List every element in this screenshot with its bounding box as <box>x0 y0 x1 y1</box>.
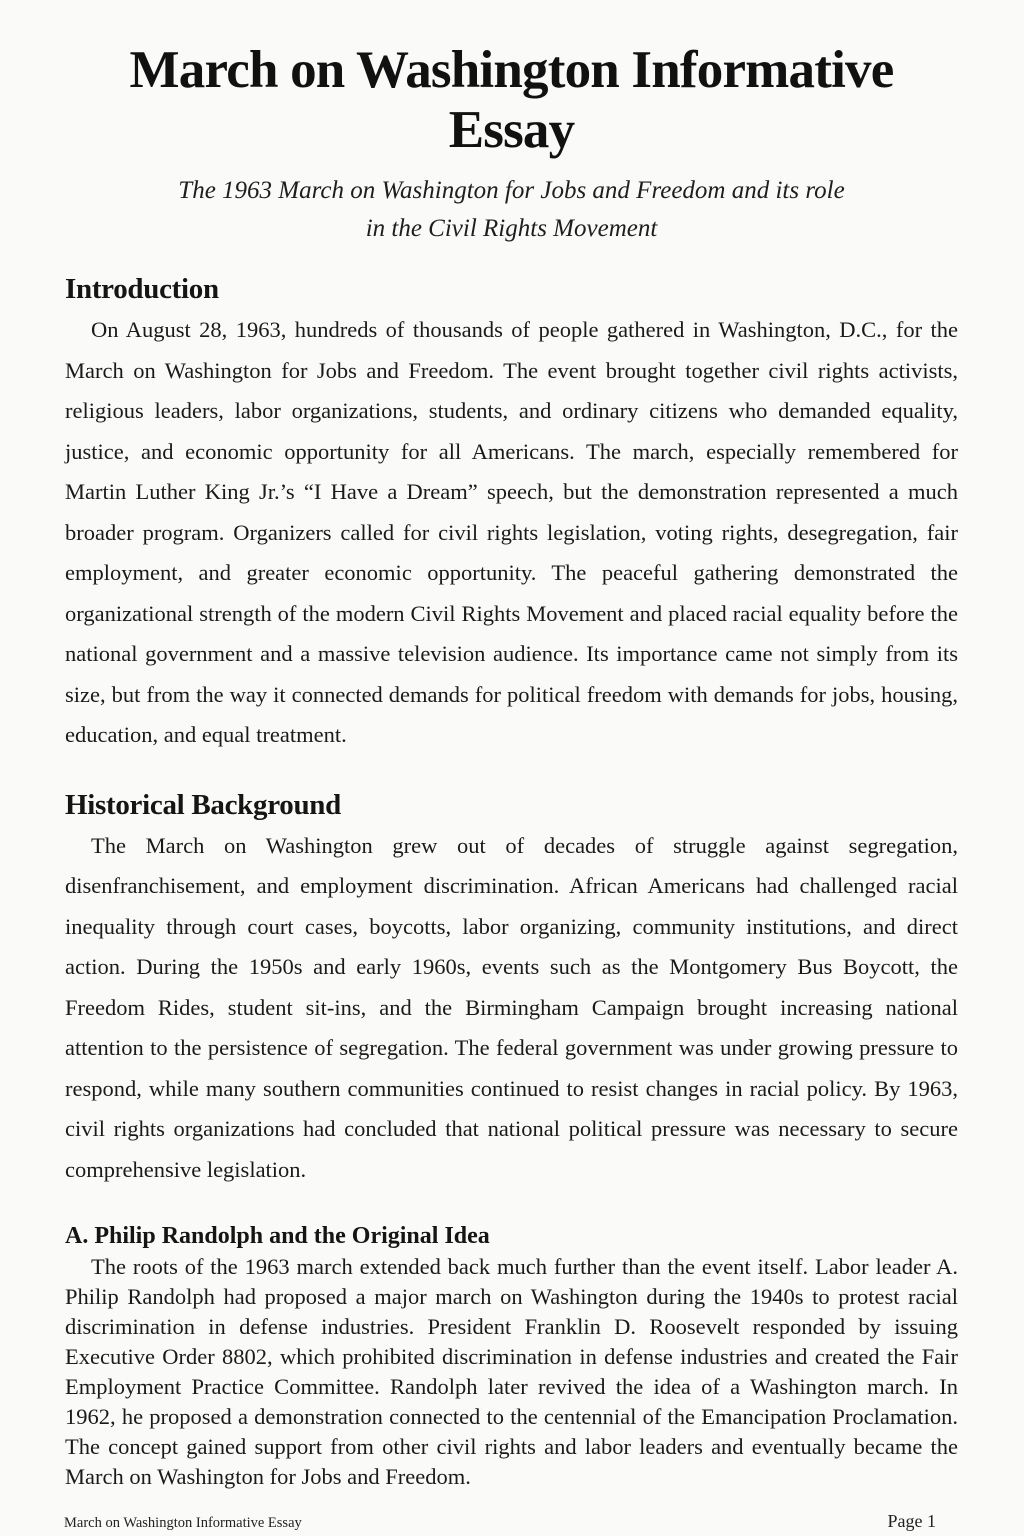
document-title: March on Washington Informative Essay <box>129 41 894 159</box>
page-footer <box>64 1511 936 1532</box>
randolph-paragraph: The roots of the 1963 march extended back much further than the event itself. Labor leader A. Philip Randolph had proposed a major march on Washington during the 1940s to protest racial discrimination in defense industries. President Franklin D. Roosevelt responded by issuing Executive Order 8802, which prohibited discrimination in defense industries and created the Fair Employment Practice Committee. Randolph later revived the idea of a Washington march. In 1962, he proposed a demonstration connected to the centennial of the Emancipation Proclamation. The concept gained support from other civil rights and labor leaders and eventually became the March on Washington for Jobs and Freedom. <box>65 1254 958 1489</box>
section-heading-historical-background: Historical Background <box>65 788 341 821</box>
subsection-heading-randolph: A. Philip Randolph and the Original Idea <box>65 1223 490 1249</box>
introduction-paragraph: On August 28, 1963, hundreds of thousands of people gathered in Washington, D.C., for the March on Washington for Jobs and Freedom. The event brought together civil rights activists, religious leaders, labor organizations, students, and ordinary citizens who demanded equality, justice, and economic opportunity for all Americans. The march, especially remembered for Martin Luther King Jr.’s “I Have a Dream” speech, but the demonstration represented a much broader program. Organizers called for civil rights legislation, voting rights, desegregation, fair employment, and greater economic opportunity. The peaceful gathering demonstrated the organizational strength of the modern Civil Rights Movement and placed racial equality before the national government and a massive television audience. Its importance came not simply from its size, but from the way it connected demands for political freedom with demands for jobs, housing, education, and equal treatment. <box>65 317 958 747</box>
section-heading-introduction: Introduction <box>65 273 219 305</box>
document-subtitle: The 1963 March on Washington for Jobs and Freedom and its role in the Civil Rights Movement <box>178 177 845 242</box>
footer-running-title: March on Washington Informative Essay <box>64 1515 302 1531</box>
historical-background-paragraph: The March on Washington grew out of decades of struggle against segregation, disenfranchisement, and employment discrimination. African Americans had challenged racial inequality through court cases, boycotts, labor organizing, community institutions, and direct action. During the 1950s and early 1960s, events such as the Montgomery Bus Boycott, the Freedom Rides, student sit-ins, and the Birmingham Campaign brought increasing national attention to the persistence of segregation. The federal government was under growing pressure to respond, while many southern communities continued to resist changes in racial policy. By 1963, civil rights organizations had concluded that national political pressure was necessary to secure comprehensive legislation. <box>65 832 958 1182</box>
page-number: Page 1 <box>887 1511 936 1531</box>
